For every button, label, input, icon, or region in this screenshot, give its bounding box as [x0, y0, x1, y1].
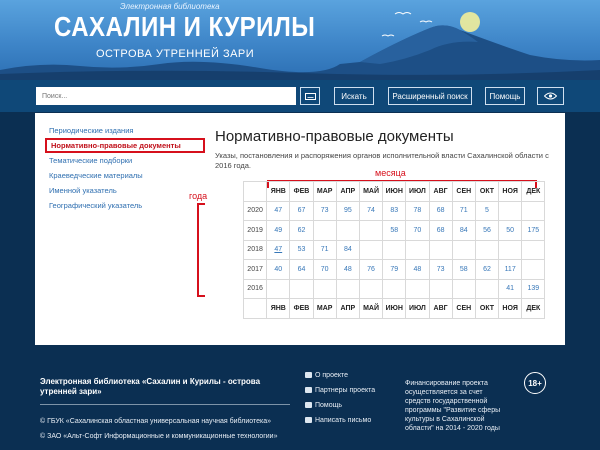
month-header: ОКТ — [475, 182, 498, 202]
calendar-count-cell[interactable]: 68 — [429, 201, 452, 221]
month-footer: МАР — [313, 299, 336, 319]
calendar-count-cell[interactable]: 47 — [267, 201, 290, 221]
month-footer: ЯНВ — [267, 299, 290, 319]
calendar-year[interactable]: 2018 — [244, 240, 267, 260]
age-rating-badge: 18+ — [524, 372, 546, 394]
calendar-count-cell[interactable]: 74 — [359, 201, 382, 221]
calendar-count-cell[interactable]: 95 — [336, 201, 359, 221]
calendar-count-cell[interactable]: 47 — [267, 240, 290, 260]
calendar-count-cell[interactable]: 49 — [267, 221, 290, 241]
footer — [0, 345, 600, 450]
mail-icon — [305, 417, 312, 423]
calendar-count-cell[interactable]: 5 — [475, 201, 498, 221]
calendar-footer-row — [244, 299, 545, 319]
calendar-count-cell[interactable]: 62 — [290, 221, 313, 241]
calendar-count-cell[interactable]: 58 — [383, 221, 406, 241]
sidebar-nav — [49, 123, 208, 213]
calendar-count-cell[interactable]: 71 — [452, 201, 475, 221]
calendar-count-cell — [267, 279, 290, 299]
search-bar — [0, 80, 600, 112]
calendar-year[interactable]: 2017 — [244, 260, 267, 280]
calendar-count-cell — [383, 240, 406, 260]
month-header: ЯНВ — [267, 182, 290, 202]
sidebar-item-geo-index[interactable]: Географический указатель — [49, 201, 143, 210]
calendar-count-cell[interactable]: 68 — [429, 221, 452, 241]
search-button[interactable]: Искать — [334, 87, 374, 105]
footer-title: Электронная библиотека «Сахалин и Курилы - острова утренней зари» — [40, 377, 261, 396]
calendar-count-cell — [336, 221, 359, 241]
calendar-count-cell[interactable]: 70 — [406, 221, 429, 241]
calendar-count-cell[interactable]: 56 — [475, 221, 498, 241]
calendar-year[interactable]: 2020 — [244, 201, 267, 221]
calendar-count-cell — [499, 240, 522, 260]
sidebar-item-thematic-collections[interactable]: Тематические подборки — [49, 156, 133, 165]
calendar-count-cell[interactable]: 70 — [313, 260, 336, 280]
page-description: Указы, постановления и распоряжения органов исполнительной власти Сахалинской области с 2016 года. — [215, 151, 549, 170]
annotation-months: месяца — [375, 168, 406, 178]
footer-copyright-library: © ГБУК «Сахалинская областная универсальная научная библиотека» — [40, 418, 272, 425]
calendar-count-cell[interactable]: 117 — [499, 260, 522, 280]
month-footer: ИЮЛ — [406, 299, 429, 319]
calendar-count-cell — [290, 279, 313, 299]
calendar-year[interactable]: 2019 — [244, 221, 267, 241]
month-footer: ИЮН — [383, 299, 406, 319]
calendar-count-cell[interactable]: 48 — [406, 260, 429, 280]
calendar-row — [244, 279, 545, 299]
sidebar-item-periodicals[interactable]: Периодические издания — [49, 126, 134, 135]
month-header: АВГ — [429, 182, 452, 202]
calendar-count-cell[interactable]: 78 — [406, 201, 429, 221]
calendar-count-cell[interactable]: 67 — [290, 201, 313, 221]
month-header: ФЕВ — [290, 182, 313, 202]
calendar-row — [244, 260, 545, 280]
month-footer: ОКТ — [475, 299, 498, 319]
calendar-count-cell[interactable]: 83 — [383, 201, 406, 221]
calendar-count-cell[interactable]: 84 — [452, 221, 475, 241]
calendar-count-cell[interactable]: 76 — [359, 260, 382, 280]
calendar-row — [244, 221, 545, 241]
calendar-count-cell[interactable]: 73 — [313, 201, 336, 221]
month-footer: АПР — [336, 299, 359, 319]
calendar-count-cell[interactable]: 53 — [290, 240, 313, 260]
calendar-row — [244, 240, 545, 260]
calendar-corner-cell — [244, 299, 267, 319]
calendar-count-cell — [406, 240, 429, 260]
site-subtitle: ОСТРОВА УТРЕННЕЙ ЗАРИ — [96, 48, 255, 60]
calendar-count-cell — [522, 201, 545, 221]
calendar-count-cell — [475, 279, 498, 299]
calendar-count-cell[interactable]: 62 — [475, 260, 498, 280]
eye-icon — [544, 92, 557, 100]
calendar-count-cell[interactable]: 73 — [429, 260, 452, 280]
calendar-count-cell — [522, 260, 545, 280]
calendar-count-cell — [383, 279, 406, 299]
month-header: АПР — [336, 182, 359, 202]
calendar-count-cell — [313, 221, 336, 241]
sidebar-item-legal-documents[interactable]: Нормативно-правовые документы — [45, 138, 205, 153]
footer-copyright-developer: © ЗАО «Альт-Софт Информационные и коммуникационные технологии» — [40, 433, 278, 440]
calendar-count-cell — [359, 240, 382, 260]
calendar-count-cell — [359, 279, 382, 299]
month-header: МАР — [313, 182, 336, 202]
footer-link-label: Партнеры проекта — [315, 387, 376, 394]
partners-icon — [305, 387, 312, 393]
calendar-count-cell — [452, 279, 475, 299]
content-card — [35, 113, 565, 345]
annotation-years: года — [189, 191, 208, 201]
calendar-corner-cell — [244, 182, 267, 202]
month-footer: НОЯ — [499, 299, 522, 319]
calendar-count-cell — [522, 240, 545, 260]
calendar-count-cell — [499, 201, 522, 221]
keyboard-icon — [305, 93, 316, 100]
advanced-search-button[interactable]: Расширенный поиск — [388, 87, 472, 105]
calendar-count-cell — [429, 279, 452, 299]
calendar-count-cell — [429, 240, 452, 260]
calendar-count-cell[interactable]: 48 — [336, 260, 359, 280]
footer-link-label: Написать письмо — [315, 417, 372, 424]
month-footer: СЕН — [452, 299, 475, 319]
calendar-count-cell[interactable]: 50 — [499, 221, 522, 241]
help-button[interactable]: Помощь — [485, 87, 525, 105]
help-icon — [305, 402, 312, 408]
month-footer: МАЙ — [359, 299, 382, 319]
month-footer: ФЕВ — [290, 299, 313, 319]
site-title[interactable]: САХАЛИН И КУРИЛЫ — [54, 11, 316, 42]
calendar-count-cell[interactable]: 40 — [267, 260, 290, 280]
footer-link-label: Помощь — [315, 402, 343, 409]
calendar-count-cell — [336, 279, 359, 299]
calendar-count-cell[interactable]: 71 — [313, 240, 336, 260]
documents-calendar-table — [243, 181, 545, 319]
month-footer: ДЕК — [522, 299, 545, 319]
month-header: МАЙ — [359, 182, 382, 202]
page-title: Нормативно-правовые документы — [215, 128, 454, 145]
footer-link-write[interactable] — [305, 417, 371, 424]
footer-link-partners[interactable] — [305, 387, 375, 394]
annotation-years-bracket — [197, 203, 205, 297]
month-header: СЕН — [452, 182, 475, 202]
month-header: НОЯ — [499, 182, 522, 202]
info-icon — [305, 372, 312, 378]
calendar-count-cell — [406, 279, 429, 299]
footer-funding-text: Финансирование проекта осуществляется за счет средств государственной программы "Развитие сферы культуры в Сахалинской области" на 2014 - 2020 годы — [405, 380, 501, 432]
sidebar-item-name-index[interactable]: Именной указатель — [49, 186, 117, 195]
month-header: ИЮН — [383, 182, 406, 202]
sidebar-item-local-history[interactable]: Краеведческие материалы — [49, 171, 143, 180]
calendar-count-cell[interactable]: 84 — [336, 240, 359, 260]
footer-divider — [40, 404, 290, 405]
calendar-count-cell[interactable]: 64 — [290, 260, 313, 280]
header-banner — [0, 0, 600, 80]
calendar-count-cell[interactable]: 175 — [522, 221, 545, 241]
calendar-count-cell — [475, 240, 498, 260]
site-small-title: Электронная библиотека — [120, 2, 220, 11]
month-header: ДЕК — [522, 182, 545, 202]
calendar-count-cell — [313, 279, 336, 299]
calendar-row — [244, 201, 545, 221]
footer-link-label: О проекте — [315, 372, 349, 379]
calendar-year[interactable]: 2016 — [244, 279, 267, 299]
calendar-count-cell[interactable]: 41 — [499, 279, 522, 299]
calendar-count-cell[interactable]: 79 — [383, 260, 406, 280]
footer-link-help[interactable] — [305, 402, 342, 409]
search-input[interactable] — [36, 87, 296, 105]
accessibility-button[interactable] — [537, 87, 564, 105]
calendar-header-row — [244, 182, 545, 202]
month-footer: АВГ — [429, 299, 452, 319]
keyboard-button[interactable] — [300, 87, 320, 105]
footer-link-about[interactable] — [305, 372, 348, 379]
calendar-count-cell[interactable]: 139 — [522, 279, 545, 299]
calendar-count-cell[interactable]: 58 — [452, 260, 475, 280]
calendar-count-cell — [452, 240, 475, 260]
calendar-count-cell — [359, 221, 382, 241]
month-header: ИЮЛ — [406, 182, 429, 202]
